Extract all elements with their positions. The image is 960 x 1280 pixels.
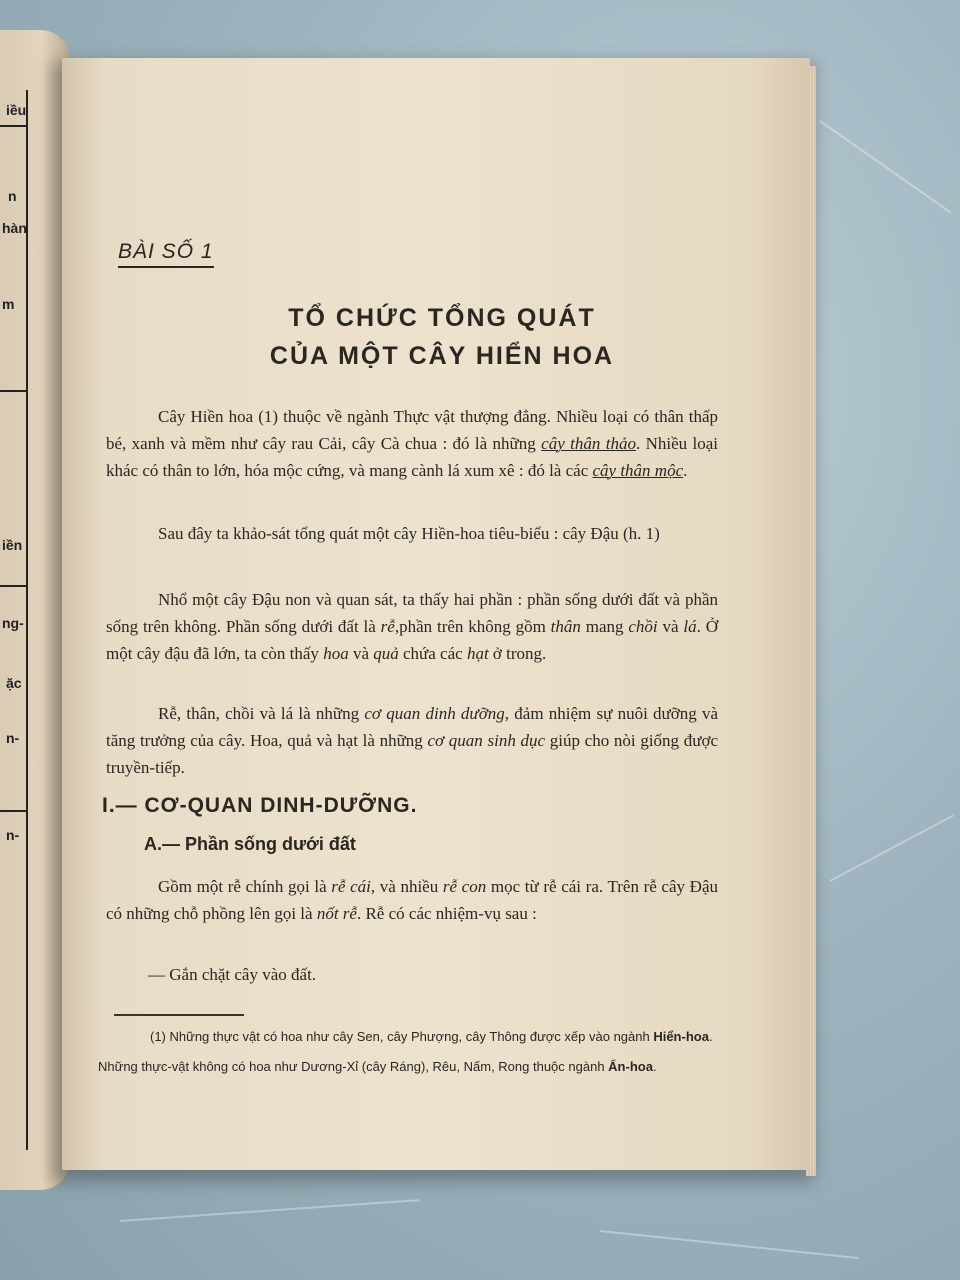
marble-vein — [600, 1230, 859, 1259]
table-border — [0, 390, 28, 392]
emphasis: cơ quan sinh dục — [427, 731, 546, 750]
text: , đảm nhiệm sự nuôi dưỡng và tăng trưởng của cây. Hoa, quả và hạt là những — [106, 704, 719, 750]
text: và — [657, 617, 684, 636]
footnote — [98, 1022, 738, 1082]
text: mang — [580, 617, 629, 636]
title-line-2: CỦA MỘT CÂY HIỂN HOA — [269, 342, 615, 370]
emphasis: nốt rễ — [316, 904, 357, 923]
emphasis: hoa — [323, 644, 349, 663]
text: Cây Hiền hoa (1) thuộc về ngành Thực vật thượng đẳng. Nhiều loại có thân thấp bé, xanh và mềm như cây rau Cải, cây Cà chua : đó là những — [106, 407, 718, 453]
text: ở trong. — [488, 644, 547, 663]
text: mọc từ rễ cái ra. Trên rễ cây Đậu có những chỗ phồng lên gọi là — [106, 877, 718, 923]
left-page-text: m — [2, 296, 15, 312]
text: Nhổ một cây Đậu non và quan sát, ta thấy hai phần : phần sống dưới đất và phần sống trên không. Phần sống dưới đất là — [106, 590, 718, 636]
text: chứa các — [398, 644, 467, 663]
emphasis: cây thân thảo — [541, 434, 636, 453]
text: . Nhiều loại khác có thân to lớn, hóa mộc cứng, và mang cành lá xum xê : đó là các — [106, 434, 718, 480]
table-border — [0, 810, 28, 812]
lesson-label: BÀI SỐ 1 — [118, 240, 214, 268]
left-page-text: n- — [6, 730, 20, 746]
paragraph-survey: Sau đây ta khảo-sát tổng quát một cây Hiền-hoa tiêu-biểu : cây Đậu (h. 1) — [158, 524, 660, 543]
text: . — [683, 461, 688, 480]
left-page-text: iền — [2, 537, 23, 553]
left-page-text: n- — [6, 827, 20, 843]
marble-vein — [120, 1199, 419, 1222]
emphasis: thân — [550, 617, 581, 636]
emphasis: lá — [683, 617, 697, 636]
text: , và nhiều — [370, 877, 443, 896]
emphasis: hạt — [466, 644, 489, 663]
list-item: — Gắn chặt cây vào đất. — [148, 965, 317, 984]
left-page-text: ặc — [6, 675, 22, 691]
emphasis: Ẩn-hoa — [608, 1059, 653, 1074]
text: . Những thực-vật không có hoa như Dương-Xỉ (cây Ráng), Rêu, Nấm, Rong thuộc ngành — [98, 1029, 713, 1074]
emphasis: cơ quan dinh dưỡng — [364, 704, 505, 723]
paragraph-observation — [106, 586, 718, 667]
emphasis: chồi — [628, 617, 658, 636]
left-page-text: n — [8, 188, 17, 204]
emphasis: rễ con — [442, 877, 487, 896]
section-heading: I.— CƠ-QUAN DINH-DƯỠNG. — [102, 794, 418, 817]
emphasis: rễ — [380, 617, 395, 636]
marble-vein — [819, 120, 951, 213]
text: ,phần trên không gồm — [394, 617, 551, 636]
emphasis: cây thân mộc — [592, 461, 684, 480]
paragraph-roots — [106, 873, 718, 927]
table-border — [0, 125, 28, 127]
footnote-divider — [114, 1014, 244, 1016]
title-line-1: TỔ CHỨC TỔNG QUÁT — [288, 304, 596, 332]
subsection-heading: A.— Phần sống dưới đất — [144, 834, 356, 854]
marble-vein — [830, 814, 955, 881]
text: Gồm một rễ chính gọi là — [158, 877, 332, 896]
text: Rễ, thân, chồi và lá là những — [158, 704, 365, 723]
text: . Ở một cây đậu đã lớn, ta còn thấy — [106, 617, 719, 663]
table-border — [26, 90, 28, 1150]
text: và — [348, 644, 374, 663]
book-page — [62, 58, 810, 1170]
text: (1) Những thực vật có hoa như cây Sen, cây Phượng, cây Thông được xếp vào ngành — [150, 1029, 654, 1044]
left-page-text: iều — [6, 102, 27, 118]
text: . Rễ có các nhiệm-vụ sau : — [356, 904, 537, 923]
left-page-text: ng- — [2, 615, 24, 631]
emphasis: rễ cái — [331, 877, 371, 896]
table-border — [0, 585, 28, 587]
emphasis: quả — [373, 644, 399, 663]
paragraph-intro — [106, 403, 718, 484]
left-page-text: hàn — [2, 220, 27, 236]
paragraph-organs — [106, 700, 718, 781]
text: giúp cho nòi giống được truyền-tiếp. — [106, 731, 718, 777]
text: . — [652, 1059, 657, 1074]
emphasis: Hiển-hoa — [653, 1029, 709, 1044]
